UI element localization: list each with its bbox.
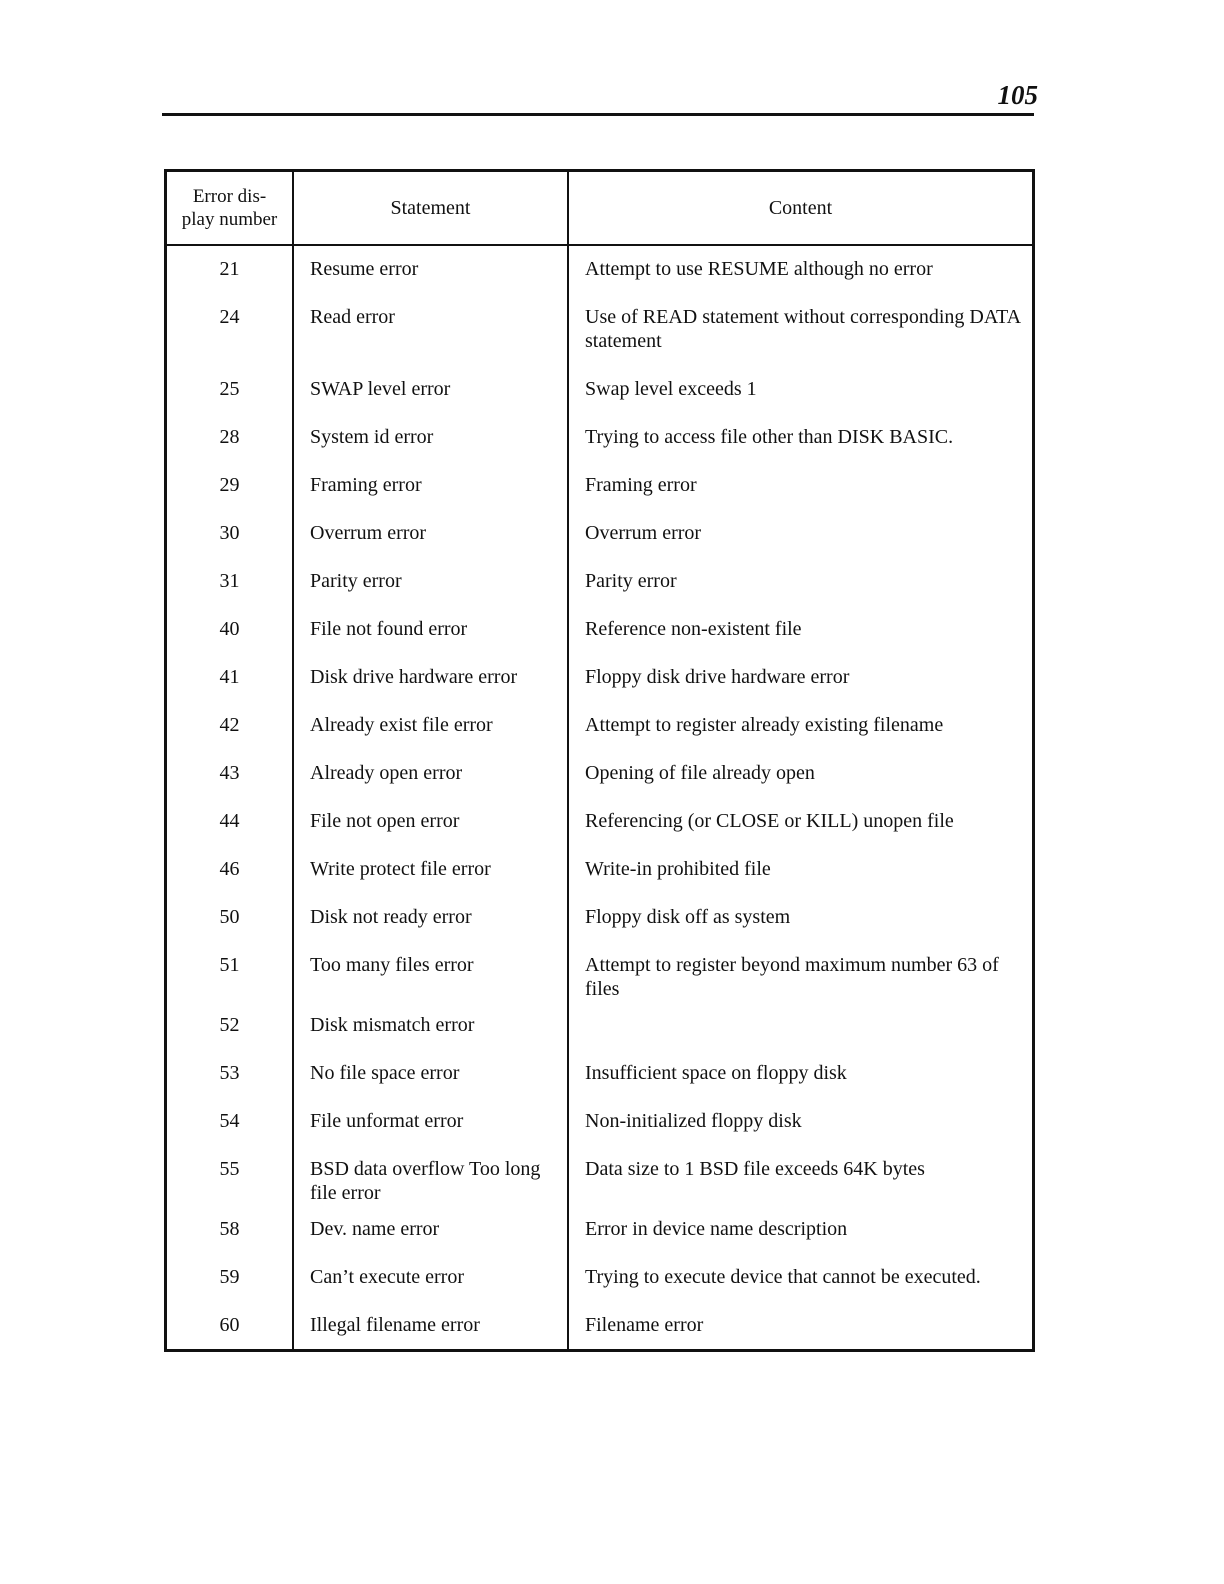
cell-error-number: 54 bbox=[219, 1110, 240, 1132]
cell-error-number: 25 bbox=[219, 378, 240, 400]
cell-content: Overrum error bbox=[568, 509, 1032, 557]
cell-statement: Write protect file error bbox=[293, 845, 568, 893]
cell-statement: No file space error bbox=[293, 1049, 568, 1097]
cell-error-number: 60 bbox=[219, 1314, 240, 1336]
cell-error-number: 50 bbox=[219, 906, 240, 928]
table-row bbox=[167, 461, 1032, 509]
cell-statement: File unformat error bbox=[293, 1097, 568, 1145]
cell-content: Floppy disk off as system bbox=[568, 893, 1032, 941]
table-row bbox=[167, 893, 1032, 941]
table-row bbox=[167, 701, 1032, 749]
table-row bbox=[167, 557, 1032, 605]
cell-content: Trying to access file other than DISK BASIC. bbox=[568, 413, 1032, 461]
error-table bbox=[164, 169, 1035, 1352]
cell-statement: Read error bbox=[293, 293, 568, 365]
cell-content: Write-in prohibited file bbox=[568, 845, 1032, 893]
header-statement: Statement bbox=[293, 172, 568, 245]
table-row bbox=[167, 1049, 1032, 1097]
cell-statement: File not open error bbox=[293, 797, 568, 845]
cell-error-number: 40 bbox=[219, 618, 240, 640]
cell-statement: Resume error bbox=[293, 245, 568, 293]
table-header-row bbox=[167, 172, 1032, 245]
cell-statement: Dev. name error bbox=[293, 1205, 568, 1253]
table-row bbox=[167, 365, 1032, 413]
cell-statement: Already exist file error bbox=[293, 701, 568, 749]
table-row bbox=[167, 749, 1032, 797]
table-row bbox=[167, 1097, 1032, 1145]
header-error-number-line: play number bbox=[181, 209, 278, 230]
table-row bbox=[167, 413, 1032, 461]
table-row bbox=[167, 509, 1032, 557]
header-rule bbox=[162, 113, 1034, 116]
cell-error-number: 58 bbox=[219, 1218, 240, 1240]
table-row bbox=[167, 293, 1032, 365]
cell-statement: System id error bbox=[293, 413, 568, 461]
table-row bbox=[167, 1145, 1032, 1205]
cell-content: Swap level exceeds 1 bbox=[568, 365, 1032, 413]
cell-statement: Disk mismatch error bbox=[293, 1001, 568, 1049]
cell-content: Error in device name description bbox=[568, 1205, 1032, 1253]
cell-content: Data size to 1 BSD file exceeds 64K bytes bbox=[568, 1145, 1032, 1205]
table-row bbox=[167, 1301, 1032, 1349]
cell-error-number: 43 bbox=[219, 762, 240, 784]
cell-error-number: 44 bbox=[219, 810, 240, 832]
cell-content: Framing error bbox=[568, 461, 1032, 509]
cell-statement: Parity error bbox=[293, 557, 568, 605]
cell-content: Opening of file already open bbox=[568, 749, 1032, 797]
cell-error-number: 28 bbox=[219, 426, 240, 448]
cell-content: Referencing (or CLOSE or KILL) unopen file bbox=[568, 797, 1032, 845]
cell-statement: SWAP level error bbox=[293, 365, 568, 413]
cell-statement: BSD data overflow Too long file error bbox=[293, 1145, 568, 1205]
cell-statement: Can’t execute error bbox=[293, 1253, 568, 1301]
table-row bbox=[167, 1253, 1032, 1301]
cell-error-number: 41 bbox=[219, 666, 240, 688]
cell-statement: Disk drive hardware error bbox=[293, 653, 568, 701]
table-row bbox=[167, 845, 1032, 893]
page-number: 105 bbox=[997, 80, 1038, 110]
cell-content bbox=[568, 1001, 1032, 1049]
cell-error-number: 53 bbox=[219, 1062, 240, 1084]
cell-error-number: 55 bbox=[219, 1158, 240, 1180]
cell-content: Insufficient space on floppy disk bbox=[568, 1049, 1032, 1097]
cell-statement: Illegal filename error bbox=[293, 1301, 568, 1349]
cell-content: Use of READ statement without corresponding DATA statement bbox=[568, 293, 1032, 365]
cell-error-number: 46 bbox=[219, 858, 240, 880]
cell-content: Non-initialized floppy disk bbox=[568, 1097, 1032, 1145]
cell-content: Floppy disk drive hardware error bbox=[568, 653, 1032, 701]
cell-error-number: 52 bbox=[219, 1014, 240, 1036]
cell-statement: Too many files error bbox=[293, 941, 568, 1001]
header-error-number-line: Error dis- bbox=[192, 186, 267, 207]
cell-content: Attempt to register beyond maximum number 63 of files bbox=[568, 941, 1032, 1001]
cell-error-number: 30 bbox=[219, 522, 240, 544]
cell-content: Filename error bbox=[568, 1301, 1032, 1349]
cell-error-number: 42 bbox=[219, 714, 240, 736]
cell-error-number: 59 bbox=[219, 1266, 240, 1288]
cell-error-number: 31 bbox=[219, 570, 240, 592]
cell-statement: Disk not ready error bbox=[293, 893, 568, 941]
cell-content: Trying to execute device that cannot be executed. bbox=[568, 1253, 1032, 1301]
table-row bbox=[167, 653, 1032, 701]
header-content: Content bbox=[568, 172, 1032, 245]
cell-content: Reference non-existent file bbox=[568, 605, 1032, 653]
cell-error-number: 24 bbox=[219, 306, 240, 328]
cell-statement: Already open error bbox=[293, 749, 568, 797]
table-row bbox=[167, 605, 1032, 653]
header-error-number bbox=[167, 172, 293, 245]
cell-statement: Overrum error bbox=[293, 509, 568, 557]
cell-error-number: 29 bbox=[219, 474, 240, 496]
cell-content: Attempt to register already existing filename bbox=[568, 701, 1032, 749]
table-row bbox=[167, 941, 1032, 1001]
cell-error-number: 51 bbox=[219, 954, 240, 976]
table-row bbox=[167, 1001, 1032, 1049]
cell-content: Attempt to use RESUME although no error bbox=[568, 245, 1032, 293]
cell-error-number: 21 bbox=[219, 258, 240, 280]
table-row bbox=[167, 245, 1032, 293]
cell-statement: Framing error bbox=[293, 461, 568, 509]
table-row bbox=[167, 797, 1032, 845]
cell-statement: File not found error bbox=[293, 605, 568, 653]
cell-content: Parity error bbox=[568, 557, 1032, 605]
table-row bbox=[167, 1205, 1032, 1253]
